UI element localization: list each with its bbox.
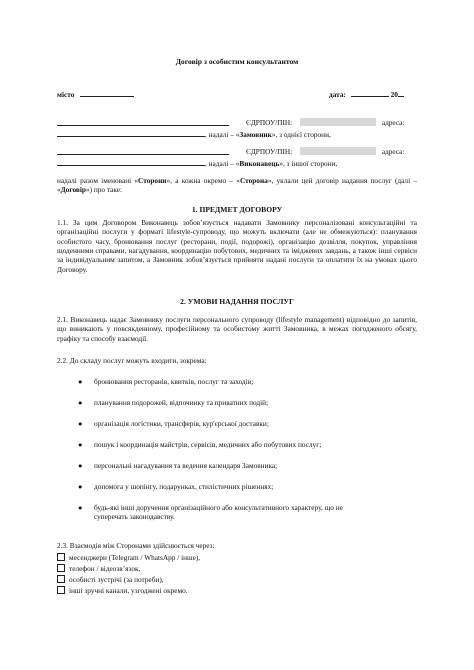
party2-name-line-1[interactable] — [57, 147, 229, 157]
intro-paragraph: надалі разом іменовані «Сторони», а кожна окремо – «Сторона», уклали цей договір надання послуг (далі – «Договір») про таке: — [57, 176, 417, 195]
checkbox-icon[interactable] — [57, 586, 65, 594]
checkbox-icon[interactable] — [57, 575, 65, 583]
party1-role-row: , надалі – «Замовник», з однієї сторони, — [57, 129, 331, 139]
bullet-dot-icon: ● — [78, 461, 83, 470]
document-title: Договір з особистим консультантом — [175, 57, 299, 66]
party1-name-line-1[interactable] — [57, 118, 229, 128]
bullet-dot-icon: ● — [78, 482, 83, 491]
date-input[interactable] — [351, 89, 389, 97]
party1-address-label: адреса: — [381, 118, 405, 127]
bullet-dot-icon: ● — [78, 377, 83, 386]
section2-paragraph-2-1: 2.1. Виконавець надає Замовнику послуги персонального супроводу (lifestyle management) відповідно до запитів, що виникають у повсякденному, професійному та особистому житті Замовника, в межах погодженого обсягу, графіку та способу взаємодії. — [57, 315, 417, 343]
city-input[interactable] — [80, 89, 134, 97]
party2-edrpou-row — [246, 147, 404, 156]
bullet-dot-icon: ● — [78, 419, 83, 428]
channel-checkbox-item[interactable]: телефон / відеозв’язок, — [57, 564, 140, 573]
checkbox-icon[interactable] — [57, 564, 65, 572]
bullet-dot-icon: ● — [78, 440, 83, 449]
party1-edrpou-label: ЄДРПОУ/ПІН: — [246, 118, 293, 127]
party2-edrpou-label: ЄДРПОУ/ПІН: — [246, 147, 293, 156]
party1-role-name: Замовник — [239, 130, 272, 139]
city-label: місто — [57, 90, 75, 99]
year-prefix: 20 — [390, 90, 398, 99]
date-label: дата: — [329, 90, 346, 99]
section1-paragraph-1-1: 1.1. За цим Договором Виконавець зобов’язується надавати Замовнику персоналізовані консультаційні та організаційні послуги у форматі lifestyle-супроводу, що можуть включати (але не обмежуються): планування особистого часу, бронювання послуг (ресторани, події, подорожі), організацію дозвілля, покупок, управління щоденними справами, нагадування, координацію побутових, медичних та іміджевих завдань, а також інші сервіси за індивідуальним запитом, а Замовник зобов’язується прийняти надані послуги та оплатити їх на умовах цього Договору. — [57, 218, 417, 274]
section2-paragraph-2-2: 2.2. До складу послуг можуть входити, зокрема: — [57, 356, 207, 365]
party1-name-line-2[interactable] — [57, 129, 205, 137]
channel-checkbox-item[interactable]: інші зручні канали, узгоджені окремо. — [57, 586, 188, 595]
party2-address-label: адреса: — [381, 147, 405, 156]
party2-name-line-2[interactable] — [57, 158, 205, 166]
section2-title: 2. УМОВИ НАДАННЯ ПОСЛУГ — [180, 297, 294, 306]
city-field-row — [57, 89, 134, 99]
section1-title: 1. ПРЕДМЕТ ДОГОВОРУ — [191, 205, 283, 214]
party2-role-name: Виконавець — [239, 159, 280, 168]
party2-role-row: , надалі – «Виконавець», з іншої сторони, — [57, 158, 337, 168]
party2-edrpou-input[interactable] — [300, 147, 376, 155]
document-page: Договір з особистим консультантом місто дата: 20 ЄДРПОУ/ПІН: адреса: , надалі – «Замовник», з однієї сторони, ЄДРПОУ/ПІН: адреса: , надалі – «Виконавець», з іншої сторони, надалі разом іменовані «Сторони», а кожна окремо – «Сторона», уклали цей договір надання послуг (далі – «Договір») про таке: 1. ПРЕДМЕТ ДОГОВОРУ 1.1. За цим Договором Виконавець зобов’язується надавати Замовнику персоналізовані консультаційні та організаційні послуги у форматі lifestyle-супроводу, що можуть включати (але не обмежуються): планування особистого часу, бронювання послуг (ресторани, події, подорожі), організацію дозвілля, покупок, управління щоденними справами, нагадування, координацію побутових, медичних та іміджевих завдань, а також інші сервіси за індивідуальним запитом, а Замовник зобов’язується прийняти надані послуги та оплатити їх на умовах цього Договору. 2. УМОВИ НАДАННЯ ПОСЛУГ 2.1. Виконавець надає Замовнику послуги персонального супроводу (lifestyle management) відповідно до запитів, що виникають у повсякденному, професійному та особистому житті Замовника, в межах погодженого обсягу, графіку та способу взаємодії. 2.2. До складу послуг можуть входити, зокрема: ● бронювання ресторанів, квитків, послуг та заходів; ● планування подорожей, відпочинку та приватних подій; ● організація логістики, трансферів, кур'єрської доставки; ● пошук і координація майстрів, сервісів, медичних або побутових послуг; ● персональні нагадування та ведення календаря Замовника; ● допомога у шопінгу, подарунках, стилістичних рішеннях; ● будь-які інші доручення організаційного або консультативного характеру, що не суперечать законодавству. 2.3. Взаємодія між Сторонами здійснюється через: месенджери (Telegram / WhatsApp / інше), телефон / відеозв’язок, особисті зустрічі (за потреби), інші зручні канали, узгоджені окремо. — [0, 0, 474, 670]
channel-checkbox-item[interactable]: месенджери (Telegram / WhatsApp / інше), — [57, 553, 200, 562]
section2-paragraph-2-3: 2.3. Взаємодія між Сторонами здійснюється через: — [57, 541, 215, 550]
year-input[interactable] — [398, 89, 404, 97]
channel-checkbox-item[interactable]: особисті зустрічі (за потреби), — [57, 575, 164, 584]
checkbox-icon[interactable] — [57, 553, 65, 561]
date-field-row — [329, 89, 404, 99]
party1-edrpou-input[interactable] — [300, 118, 376, 126]
bullet-dot-icon: ● — [78, 503, 83, 512]
party1-edrpou-row — [246, 118, 404, 127]
bullet-dot-icon: ● — [78, 398, 83, 407]
